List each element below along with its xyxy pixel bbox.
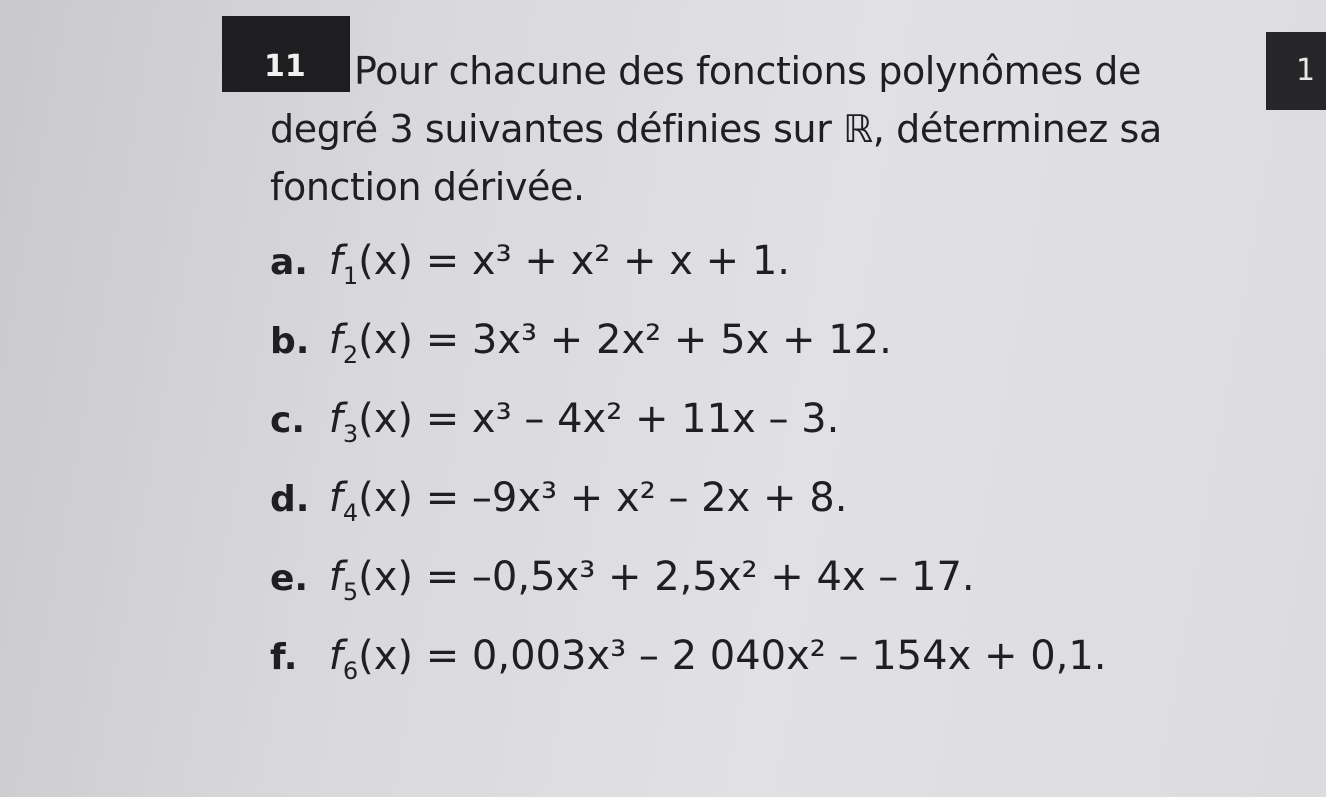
- function-expression: –0,5x³ + 2,5x² + 4x – 17.: [459, 554, 975, 600]
- function-argument: (x) =: [358, 554, 460, 600]
- function-argument: (x) =: [358, 633, 460, 679]
- function-argument: (x) =: [358, 317, 460, 363]
- function-item-a: [270, 222, 1107, 301]
- function-item-c: [270, 380, 1107, 459]
- function-argument: (x) =: [358, 396, 460, 442]
- instruction-line-3: fonction dérivée.: [270, 165, 585, 209]
- function-index: 3: [342, 420, 359, 448]
- function-index: 4: [342, 499, 359, 527]
- exercise-instruction: [270, 42, 1250, 216]
- function-expression: –9x³ + x² – 2x + 8.: [459, 475, 848, 521]
- function-item-f: [270, 617, 1107, 696]
- side-number-badge: [1266, 32, 1326, 110]
- function-name: f: [328, 396, 343, 442]
- item-label: c.: [270, 400, 306, 441]
- function-argument: (x) =: [358, 238, 460, 284]
- function-argument: (x) =: [358, 475, 460, 521]
- function-name: f: [328, 633, 343, 679]
- instruction-line-2: degré 3 suivantes définies sur ℝ, déterminez sa: [270, 107, 1162, 151]
- exercise-number: 11: [264, 49, 306, 84]
- function-name: f: [328, 554, 343, 600]
- function-name: f: [328, 475, 343, 521]
- function-list: [270, 222, 1107, 696]
- function-item-e: [270, 538, 1107, 617]
- item-label: b.: [270, 321, 310, 362]
- function-index: 5: [342, 578, 359, 606]
- function-item-d: [270, 459, 1107, 538]
- instruction-line-1: Pour chacune des fonctions polynômes de: [354, 49, 1141, 93]
- item-label: d.: [270, 479, 310, 520]
- function-item-b: [270, 301, 1107, 380]
- function-index: 2: [342, 341, 359, 369]
- item-label: a.: [270, 242, 308, 283]
- item-label: f.: [270, 637, 298, 678]
- function-index: 1: [342, 262, 359, 290]
- function-expression: x³ + x² + x + 1.: [459, 238, 791, 284]
- side-number: 1: [1296, 53, 1316, 88]
- function-expression: 0,003x³ – 2 040x² – 154x + 0,1.: [459, 633, 1107, 679]
- function-name: f: [328, 238, 343, 284]
- function-expression: 3x³ + 2x² + 5x + 12.: [459, 317, 892, 363]
- function-index: 6: [342, 657, 359, 685]
- function-expression: x³ – 4x² + 11x – 3.: [459, 396, 840, 442]
- function-name: f: [328, 317, 343, 363]
- item-label: e.: [270, 558, 309, 599]
